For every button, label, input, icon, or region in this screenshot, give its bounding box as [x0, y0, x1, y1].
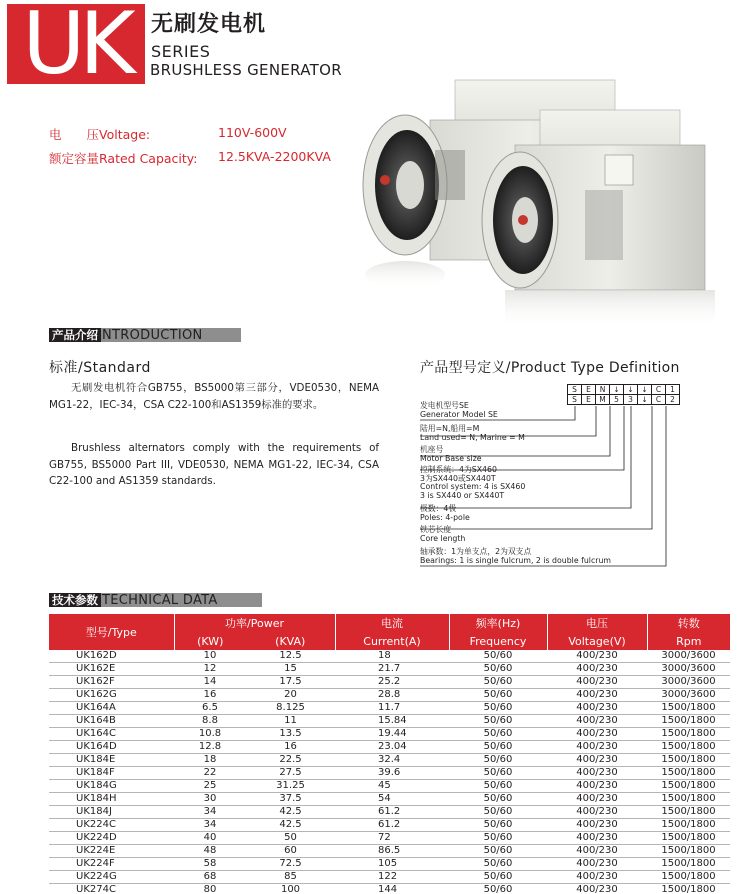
table-row: [49, 754, 730, 767]
type-code-cell: C: [652, 395, 666, 405]
table-row: [49, 832, 730, 845]
cell-rpm: 3000/3600: [647, 650, 730, 663]
cell-current: 19.44: [335, 728, 449, 741]
cell-type: UK224D: [49, 832, 174, 845]
cell-kva: 31.25: [246, 780, 335, 793]
cell-kva: 50: [246, 832, 335, 845]
cell-kw: 12: [174, 663, 246, 676]
cell-kw: 34: [174, 819, 246, 832]
capacity-label: 额定容量Rated Capacity:: [49, 151, 198, 166]
cell-voltage: 400/230: [547, 754, 647, 767]
cell-kw: 30: [174, 793, 246, 806]
cell-voltage: 400/230: [547, 871, 647, 884]
cell-voltage: 400/230: [547, 689, 647, 702]
cell-frequency: 50/60: [449, 728, 547, 741]
col-header-type: 型号/Type: [49, 614, 174, 650]
cell-type: UK184G: [49, 780, 174, 793]
cell-type: UK164B: [49, 715, 174, 728]
table-row: [49, 676, 730, 689]
col-header-frequency-cn: 频率(Hz): [449, 614, 547, 632]
cell-voltage: 400/230: [547, 819, 647, 832]
type-code-cell: N: [596, 385, 610, 395]
cell-kw: 12.8: [174, 741, 246, 754]
cell-voltage: 400/230: [547, 832, 647, 845]
definition-text: 3 is SX440 or SX440T: [420, 490, 505, 500]
type-code-cell: C: [652, 385, 666, 395]
cell-kw: 16: [174, 689, 246, 702]
cell-voltage: 400/230: [547, 780, 647, 793]
definition-text: 陆用=N,船用=M: [420, 424, 480, 433]
table-row: [49, 767, 730, 780]
definition-text: 机座号: [420, 445, 444, 454]
cell-kva: 12.5: [246, 650, 335, 663]
cell-type: UK184F: [49, 767, 174, 780]
cell-rpm: 3000/3600: [647, 689, 730, 702]
cell-current: 54: [335, 793, 449, 806]
type-code-cell: S: [568, 385, 582, 395]
cell-type: UK184E: [49, 754, 174, 767]
definition-text: Core length: [420, 533, 466, 543]
cell-voltage: 400/230: [547, 715, 647, 728]
cell-voltage: 400/230: [547, 728, 647, 741]
standard-title: 标准/Standard: [49, 360, 151, 376]
definition-bearings: [420, 548, 611, 565]
cell-frequency: 50/60: [449, 806, 547, 819]
table-row: [49, 702, 730, 715]
definition-text: Poles: 4-pole: [420, 512, 470, 522]
cell-kw: 18: [174, 754, 246, 767]
cell-kw: 25: [174, 780, 246, 793]
cell-voltage: 400/230: [547, 806, 647, 819]
cell-rpm: 1500/1800: [647, 780, 730, 793]
type-code-cell: 1: [666, 385, 680, 395]
col-header-current-en: Current(A): [335, 632, 449, 650]
cell-current: 25.2: [335, 676, 449, 689]
col-header-rpm-en: Rpm: [647, 632, 730, 650]
cell-kw: 34: [174, 806, 246, 819]
title-chinese: 无刷发电机: [151, 12, 267, 37]
cell-type: UK224C: [49, 819, 174, 832]
technical-data-header-cn: 技术参数: [49, 593, 101, 607]
cell-frequency: 50/60: [449, 650, 547, 663]
col-header-power: 功率/Power: [174, 614, 335, 632]
cell-current: 32.4: [335, 754, 449, 767]
cell-frequency: 50/60: [449, 780, 547, 793]
cell-rpm: 1500/1800: [647, 741, 730, 754]
cell-voltage: 400/230: [547, 663, 647, 676]
cell-rpm: 1500/1800: [647, 884, 730, 894]
definition-text: 发电机型号SE: [420, 401, 469, 410]
type-code-cell: ↓: [638, 395, 652, 405]
definition-control-system: [420, 466, 525, 500]
cell-kva: 22.5: [246, 754, 335, 767]
voltage-label: 电 压Voltage:: [49, 127, 151, 142]
introduction-header: [49, 328, 241, 342]
cell-kw: 40: [174, 832, 246, 845]
type-code-cell: M: [596, 395, 610, 405]
type-code-cell: E: [582, 385, 596, 395]
cell-kva: 100: [246, 884, 335, 894]
type-code-cell: 2: [666, 395, 680, 405]
cell-voltage: 400/230: [547, 767, 647, 780]
cell-kva: 17.5: [246, 676, 335, 689]
definition-text: 3为SX440或SX440T: [420, 473, 496, 483]
cell-rpm: 1500/1800: [647, 715, 730, 728]
capacity-spec: [49, 149, 331, 167]
type-code-cell: 3: [624, 395, 638, 405]
table-row: [49, 845, 730, 858]
cell-kw: 8.8: [174, 715, 246, 728]
cell-current: 15.84: [335, 715, 449, 728]
cell-current: 72: [335, 832, 449, 845]
definition-core-length: [420, 526, 465, 543]
cell-current: 105: [335, 858, 449, 871]
definition-motor-base: [420, 446, 482, 463]
cell-rpm: 3000/3600: [647, 663, 730, 676]
cell-type: UK162F: [49, 676, 174, 689]
cell-kw: 6.5: [174, 702, 246, 715]
cell-type: UK224G: [49, 871, 174, 884]
cell-type: UK162E: [49, 663, 174, 676]
col-header-voltage-cn: 电压: [547, 614, 647, 632]
cell-kva: 72.5: [246, 858, 335, 871]
standard-paragraph-cn: 无刷发电机符合GB755，BS5000第三部分，VDE0530，NEMA MG1-22，IEC-34，CSA C22-100和AS1359标准的要求。: [49, 382, 379, 411]
cell-rpm: 1500/1800: [647, 871, 730, 884]
table-row: [49, 871, 730, 884]
product-type-definition-title: 产品型号定义/Product Type Definition: [420, 360, 680, 376]
cell-kva: 16: [246, 741, 335, 754]
definition-text: Generator Model SE: [420, 409, 498, 419]
table-row: [49, 689, 730, 702]
definition-land-marine: [420, 425, 525, 442]
cell-current: 11.7: [335, 702, 449, 715]
cell-voltage: 400/230: [547, 650, 647, 663]
cell-type: UK162D: [49, 650, 174, 663]
type-code-cell: ↓: [638, 385, 652, 395]
cell-kw: 10: [174, 650, 246, 663]
col-header-voltage-en: Voltage(V): [547, 632, 647, 650]
cell-type: UK162G: [49, 689, 174, 702]
cell-rpm: 1500/1800: [647, 702, 730, 715]
cell-current: 18: [335, 650, 449, 663]
cell-voltage: 400/230: [547, 676, 647, 689]
cell-kw: 80: [174, 884, 246, 894]
cell-kva: 8.125: [246, 702, 335, 715]
definition-poles: [420, 505, 470, 522]
capacity-value: 12.5KVA-2200KVA: [218, 149, 331, 164]
cell-type: UK164C: [49, 728, 174, 741]
cell-current: 144: [335, 884, 449, 894]
cell-frequency: 50/60: [449, 754, 547, 767]
cell-type: UK164A: [49, 702, 174, 715]
table-row: [49, 780, 730, 793]
title-series: SERIES: [151, 42, 211, 61]
cell-current: 28.8: [335, 689, 449, 702]
cell-frequency: 50/60: [449, 715, 547, 728]
cell-frequency: 50/60: [449, 793, 547, 806]
cell-type: UK224F: [49, 858, 174, 871]
title-brushless-generator: BRUSHLESS GENERATOR: [150, 61, 342, 79]
definition-text: 控制系统：4为SX460: [420, 465, 497, 474]
voltage-value: 110V-600V: [218, 125, 287, 140]
cell-rpm: 1500/1800: [647, 858, 730, 871]
col-header-current-cn: 电流: [335, 614, 449, 632]
cell-current: 39.6: [335, 767, 449, 780]
type-code-cell: ↓: [610, 385, 624, 395]
cell-voltage: 400/230: [547, 884, 647, 894]
generator-product-image: [355, 70, 715, 330]
col-header-kw: (KW): [174, 632, 246, 650]
definition-text: 轴承数：1为单支点，2为双支点: [420, 547, 532, 556]
cell-rpm: 1500/1800: [647, 728, 730, 741]
cell-kva: 11: [246, 715, 335, 728]
table-row: [49, 715, 730, 728]
cell-frequency: 50/60: [449, 767, 547, 780]
cell-kw: 68: [174, 871, 246, 884]
cell-current: 23.04: [335, 741, 449, 754]
introduction-header-en: NTRODUCTION: [102, 328, 203, 343]
introduction-header-cn: 产品介绍: [49, 328, 101, 342]
series-logo-text: UK: [22, 0, 130, 94]
cell-kva: 42.5: [246, 806, 335, 819]
cell-kva: 27.5: [246, 767, 335, 780]
cell-type: UK274C: [49, 884, 174, 894]
cell-frequency: 50/60: [449, 871, 547, 884]
definition-text: Control system: 4 is SX460: [420, 482, 526, 492]
cell-rpm: 1500/1800: [647, 806, 730, 819]
cell-kw: 22: [174, 767, 246, 780]
cell-kva: 37.5: [246, 793, 335, 806]
cell-current: 61.2: [335, 819, 449, 832]
cell-kw: 48: [174, 845, 246, 858]
technical-data-header-en: TECHNICAL DATA: [102, 593, 218, 608]
col-header-frequency-en: Frequency: [449, 632, 547, 650]
cell-rpm: 3000/3600: [647, 676, 730, 689]
table-row: [49, 741, 730, 754]
type-code-cell: 5: [610, 395, 624, 405]
technical-data-header: [49, 593, 262, 607]
type-code-cell: E: [582, 395, 596, 405]
cell-kva: 15: [246, 663, 335, 676]
cell-kva: 60: [246, 845, 335, 858]
table-row: [49, 858, 730, 871]
col-header-rpm-cn: 转数: [647, 614, 730, 632]
technical-data-table: [49, 614, 730, 894]
cell-kw: 58: [174, 858, 246, 871]
cell-type: UK184J: [49, 806, 174, 819]
table-row: [49, 793, 730, 806]
cell-kw: 14: [174, 676, 246, 689]
definition-text: Land used= N, Marine = M: [420, 432, 525, 442]
series-logo: [7, 0, 145, 94]
type-code-cell: ↓: [624, 385, 638, 395]
definition-text: 铁芯长度: [420, 525, 452, 534]
cell-frequency: 50/60: [449, 845, 547, 858]
cell-current: 122: [335, 871, 449, 884]
table-row: [49, 663, 730, 676]
definition-text: 极数：4极: [420, 504, 457, 513]
cell-rpm: 1500/1800: [647, 767, 730, 780]
definition-generator-model: [420, 402, 498, 419]
cell-frequency: 50/60: [449, 702, 547, 715]
cell-rpm: 1500/1800: [647, 754, 730, 767]
cell-rpm: 1500/1800: [647, 793, 730, 806]
cell-voltage: 400/230: [547, 858, 647, 871]
table-row: [49, 819, 730, 832]
cell-rpm: 1500/1800: [647, 832, 730, 845]
cell-kw: 10.8: [174, 728, 246, 741]
cell-current: 45: [335, 780, 449, 793]
cell-voltage: 400/230: [547, 702, 647, 715]
cell-current: 86.5: [335, 845, 449, 858]
definition-text: Bearings: 1 is single fulcrum, 2 is double fulcrum: [420, 555, 611, 565]
cell-current: 21.7: [335, 663, 449, 676]
cell-frequency: 50/60: [449, 858, 547, 871]
cell-kva: 20: [246, 689, 335, 702]
cell-voltage: 400/230: [547, 845, 647, 858]
cell-frequency: 50/60: [449, 741, 547, 754]
cell-type: UK224E: [49, 845, 174, 858]
cell-rpm: 1500/1800: [647, 845, 730, 858]
cell-kva: 13.5: [246, 728, 335, 741]
cell-kva: 85: [246, 871, 335, 884]
definition-text: Motor Base size: [420, 453, 482, 463]
cell-rpm: 1500/1800: [647, 819, 730, 832]
table-row: [49, 806, 730, 819]
cell-voltage: 400/230: [547, 793, 647, 806]
voltage-spec: [49, 125, 287, 143]
cell-type: UK164D: [49, 741, 174, 754]
cell-kva: 42.5: [246, 819, 335, 832]
cell-current: 61.2: [335, 806, 449, 819]
cell-frequency: 50/60: [449, 676, 547, 689]
table-row: [49, 728, 730, 741]
cell-voltage: 400/230: [547, 741, 647, 754]
cell-frequency: 50/60: [449, 832, 547, 845]
type-code-cell: S: [568, 395, 582, 405]
table-row: [49, 650, 730, 663]
table-row: [49, 884, 730, 894]
cell-frequency: 50/60: [449, 819, 547, 832]
standard-paragraph-en: Brushless alternators comply with the requirements of GB755, BS5000 Part III, VDE0530, NEMA MG1-22, IEC-34, CSA C22-100 and AS1359 standards.: [49, 442, 379, 487]
cell-frequency: 50/60: [449, 689, 547, 702]
col-header-kva: (KVA): [246, 632, 335, 650]
cell-frequency: 50/60: [449, 663, 547, 676]
cell-type: UK184H: [49, 793, 174, 806]
cell-frequency: 50/60: [449, 884, 547, 894]
